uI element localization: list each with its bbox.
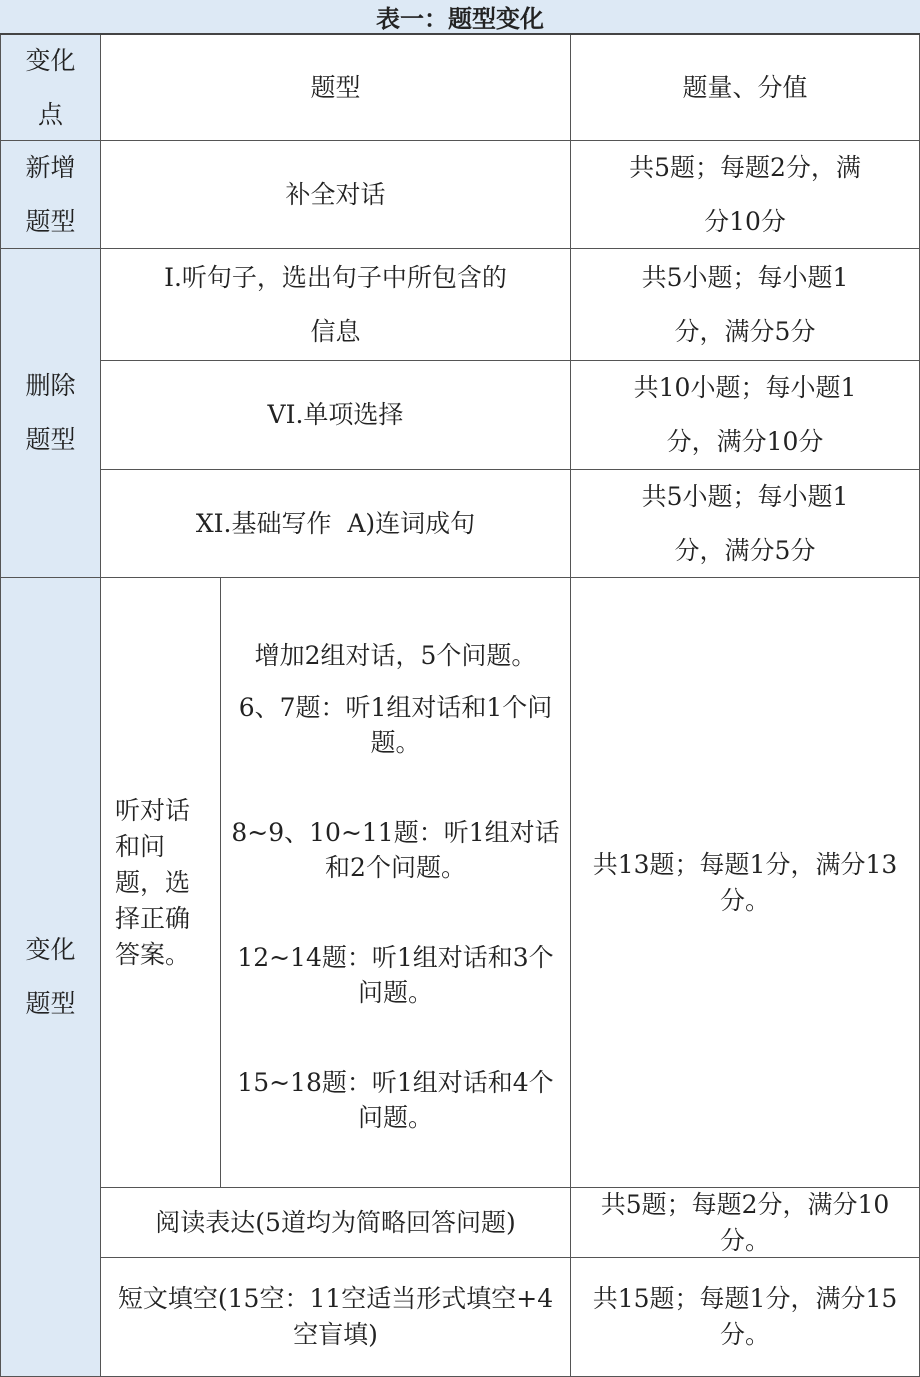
new-label: 新增题型 [0, 141, 101, 249]
listening-score: 共13题；每题1分，满分13分。 [571, 578, 920, 1188]
deleted-type-1: I.听句子，选出句子中所包含的信息 [101, 249, 571, 361]
reading-score: 共5题；每题2分，满分10分。 [571, 1188, 920, 1258]
listening-detail: 12~14题：听1组对话和3个问题。 [237, 943, 554, 1007]
listening-name: 听对话和问题，选择正确答案。 [101, 578, 221, 1188]
listening-detail: 15~18题：听1组对话和4个问题。 [237, 1068, 554, 1132]
deleted-score-1: 共5小题；每小题1分，满分5分 [571, 249, 920, 361]
new-score: 共5题；每题2分，满分10分 [571, 141, 920, 249]
header-score: 题量、分值 [571, 35, 920, 141]
listening-detail: 增加2组对话，5个问题。 [254, 641, 537, 670]
changed-label: 变化题型 [0, 578, 101, 1377]
listening-details [221, 578, 571, 1188]
deleted-score-3: 共5小题；每小题1分，满分5分 [571, 470, 920, 578]
deleted-score-2: 共10小题；每小题1分，满分10分 [571, 361, 920, 470]
cloze-score: 共15题；每题1分，满分15分。 [571, 1258, 920, 1377]
listening-detail: 6、7题：听1组对话和1个问题。 [238, 693, 553, 757]
header-change-point: 变化点 [0, 35, 101, 141]
reading-type: 阅读表达(5道均为简略回答问题) [101, 1188, 571, 1258]
deleted-label: 删除题型 [0, 249, 101, 578]
deleted-type-2: VI.单项选择 [101, 361, 571, 470]
table-title: 表一：题型变化 [0, 0, 920, 35]
deleted-type-3: XI.基础写作 A)连词成句 [101, 470, 571, 578]
cloze-type: 短文填空(15空：11空适当形式填空+4空盲填) [101, 1258, 571, 1377]
header-type: 题型 [101, 35, 571, 141]
listening-detail: 8~9、10~11题：听1组对话和2个问题。 [231, 818, 560, 882]
new-type: 补全对话 [101, 141, 571, 249]
